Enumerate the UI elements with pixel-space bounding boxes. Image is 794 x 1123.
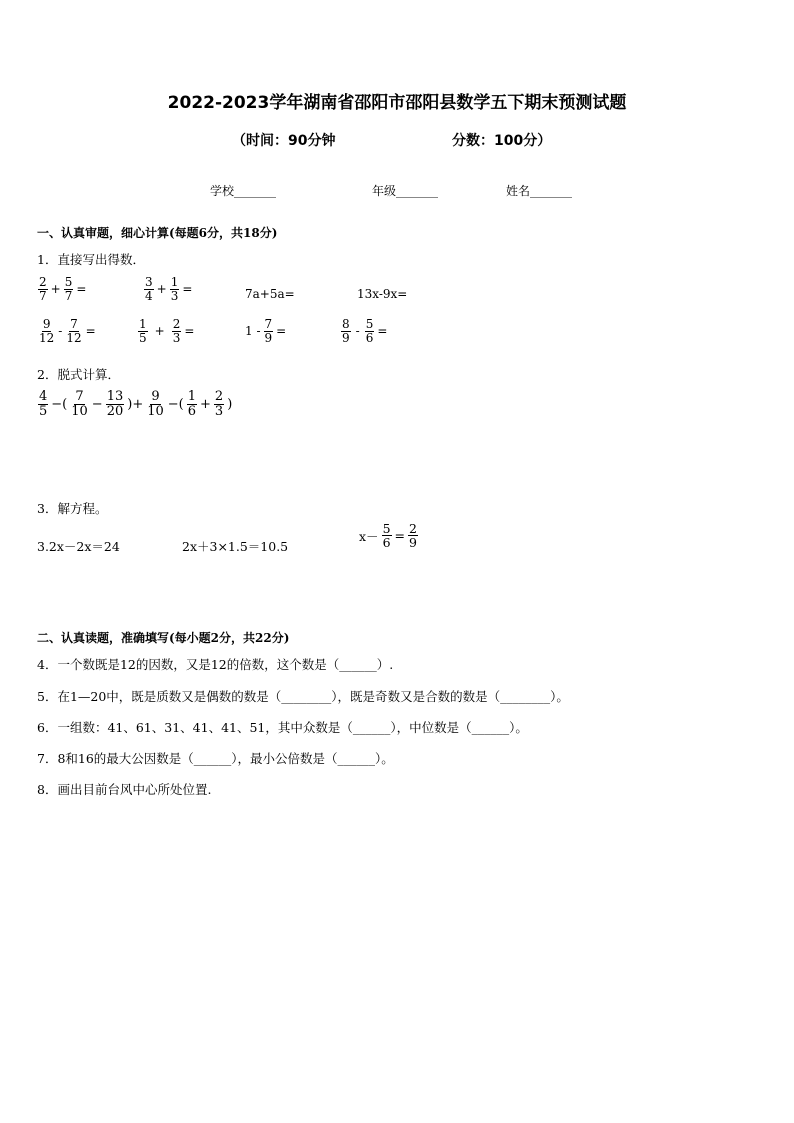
score-label: 分数：100分） (452, 133, 552, 149)
fraction: $\frac{9}{10}$ (147, 389, 164, 419)
fraction: $\frac{2}{3}$ (214, 389, 224, 419)
calc-item-d: 13x-9x= (357, 287, 408, 301)
section2-heading: 二、认真读题，准确填写(每小题2分，共22分) (37, 631, 290, 645)
page-title: 2022-2023学年湖南省邵阳市邵阳县数学五下期末预测试题 (167, 93, 627, 113)
question-1: 1．直接写出得数． (37, 252, 145, 267)
calc-item-b: $\frac{3}{4}$ + $\frac{1}{3}$ = (145, 275, 193, 303)
calc-item-a: $\frac{2}{7}$ + $\frac{5}{7}$ = (39, 275, 87, 303)
question-2: 2．脱式计算． (37, 367, 120, 382)
question-4: 4．一个数既是12的因数，又是12的倍数，这个数是（______）. (37, 657, 394, 672)
grade-field: 年级_______ (372, 184, 439, 198)
section1-heading: 一、认真审题，细心计算(每题6分，共18分) (37, 226, 278, 240)
fraction: $\frac{1}{6}$ (187, 389, 197, 419)
fraction: $\frac{2}{7}$ (39, 275, 47, 303)
question-3: 3．解方程。 (37, 501, 108, 516)
fraction: $\frac{13}{20}$ (106, 389, 124, 419)
mixed-calc-expression: $\frac{4}{5}$ −( $\frac{7}{10}$ − $\frac{13}{20}$ )+ $\frac{9}{10}$ −( $\frac{1}{6}$ + $\frac{2}{3}$ ) (39, 389, 233, 419)
name-field: 姓名_______ (506, 184, 573, 198)
fraction: $\frac{9}{12}$ (39, 317, 55, 345)
fraction: $\frac{8}{9}$ (342, 317, 350, 345)
equation-2: 2x＋3×1.5＝10.5 (182, 539, 289, 554)
calc-item-f: $\frac{1}{5}$ + $\frac{2}{3}$ = (139, 317, 195, 345)
equation-3: x－ $\frac{5}{6}$ = $\frac{2}{9}$ (359, 521, 417, 551)
fraction: $\frac{2}{3}$ (172, 317, 181, 345)
question-7: 7．8和16的最大公因数是（______），最小公倍数是（______）。 (37, 751, 394, 766)
calc-item-e: $\frac{9}{12}$ - $\frac{7}{12}$ = (39, 317, 96, 345)
equation-1: 3.2x－2x＝24 (37, 539, 120, 554)
fraction: $\frac{5}{6}$ (365, 317, 374, 345)
fraction: $\frac{3}{4}$ (145, 275, 153, 303)
question-5: 5．在1—20中，既是质数又是偶数的数是（________），既是奇数又是合数的数是（________）。 (37, 689, 569, 704)
time-label: （时间：90分钟 (232, 133, 336, 149)
fraction: $\frac{5}{6}$ (382, 521, 391, 551)
fraction: $\frac{7}{9}$ (264, 317, 273, 345)
fraction: $\frac{7}{10}$ (71, 389, 88, 419)
calc-item-h: $\frac{8}{9}$ - $\frac{5}{6}$ = (342, 317, 388, 345)
school-field: 学校_______ (210, 184, 277, 198)
fraction: $\frac{7}{12}$ (66, 317, 82, 345)
fraction: $\frac{1}{5}$ (139, 317, 147, 345)
calc-item-g: 1 - $\frac{7}{9}$ = (245, 317, 287, 345)
fraction: $\frac{1}{3}$ (170, 275, 179, 303)
question-8: 8．画出目前台风中心所处位置. (37, 782, 212, 797)
fraction: $\frac{5}{7}$ (64, 275, 73, 303)
question-6: 6．一组数：41、61、31、41、41、51，其中众数是（______），中位数是（______）。 (37, 720, 528, 735)
calc-item-c: 7a+5a= (245, 287, 295, 301)
fraction: $\frac{2}{9}$ (409, 521, 417, 551)
fraction: $\frac{4}{5}$ (39, 389, 48, 419)
